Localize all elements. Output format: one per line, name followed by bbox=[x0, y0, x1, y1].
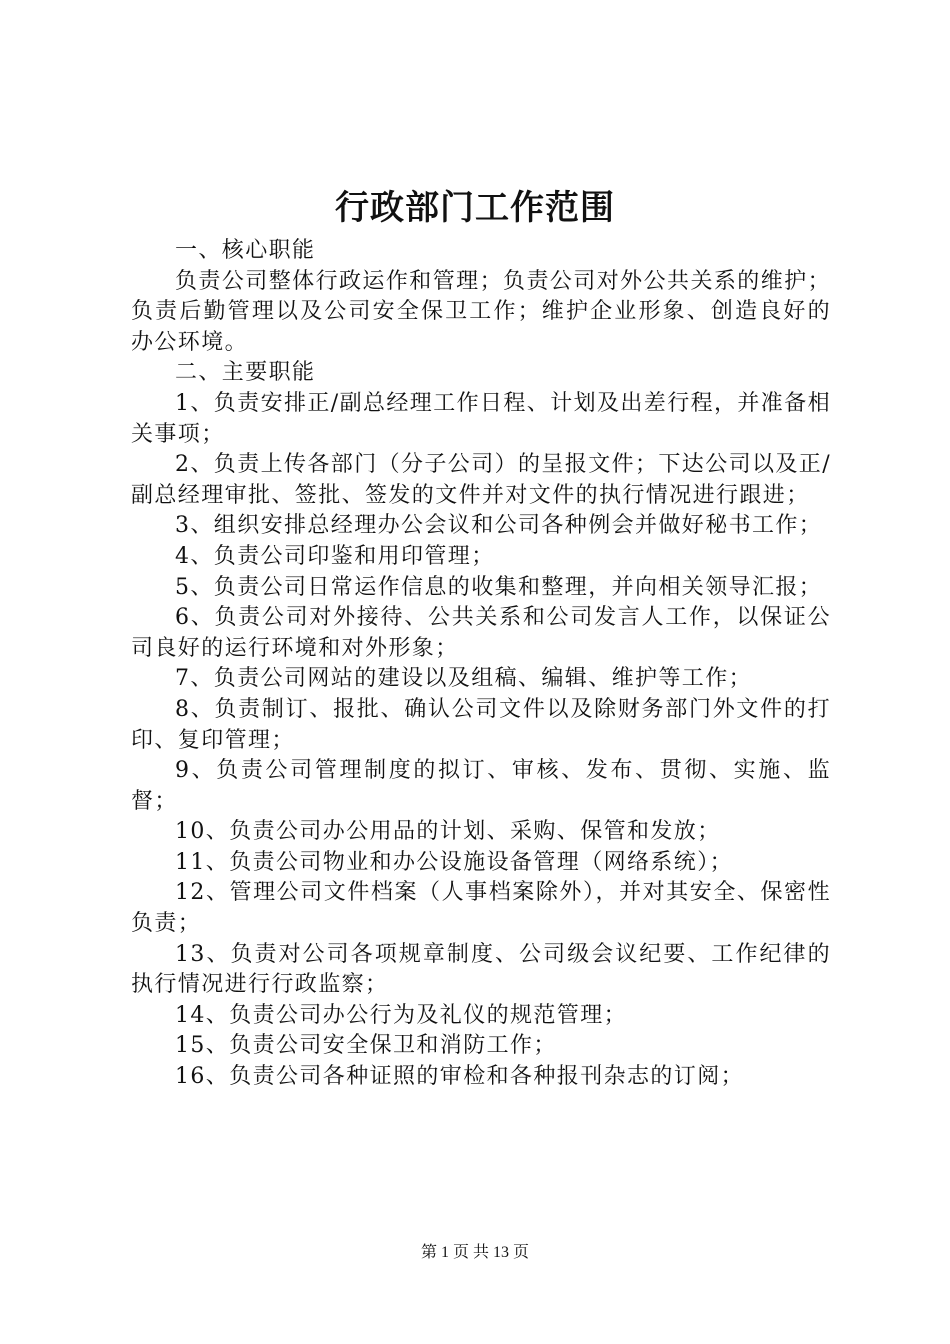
list-item: 9、负责公司管理制度的拟订、审核、发布、贯彻、实施、监督； bbox=[131, 758, 831, 814]
list-item: 5、负责公司日常运作信息的收集和整理，并向相关领导汇报； bbox=[175, 574, 823, 600]
list-item: 16、负责公司各种证照的审检和各种报刊杂志的订阅； bbox=[175, 1064, 744, 1090]
list-item: 13、负责对公司各项规章制度、公司级会议纪要、工作纪律的执行情况进行行政监察； bbox=[131, 941, 831, 998]
document-body bbox=[131, 236, 831, 1093]
list-item: 14、负责公司办公行为及礼仪的规范管理； bbox=[175, 1002, 627, 1028]
document-title: 行政部门工作范围 bbox=[335, 188, 615, 228]
list-item: 10、负责公司办公用品的计划、采购、保管和发放； bbox=[175, 819, 721, 845]
paragraph: 负责公司整体行政运作和管理；负责公司对外公共关系的维护；负责后勤管理以及公司安全保卫工作；维护企业形象、创造良好的办公环境。 bbox=[131, 268, 831, 355]
section-heading: 二、主要职能 bbox=[175, 360, 316, 386]
list-item: 15、负责公司安全保卫和消防工作； bbox=[175, 1033, 557, 1059]
list-item: 12、管理公司文件档案（人事档案除外），并对其安全、保密性负责； bbox=[131, 880, 831, 937]
list-item: 4、负责公司印鉴和用印管理； bbox=[175, 543, 495, 569]
list-item: 11、负责公司物业和办公设施设备管理（网络系统）； bbox=[175, 849, 733, 875]
list-item: 7、负责公司网站的建设以及组稿、编辑、维护等工作； bbox=[175, 666, 752, 692]
list-item: 8、负责制订、报批、确认公司文件以及除财务部门外文件的打印、复印管理； bbox=[131, 696, 831, 753]
list-item: 1、负责安排正/副总经理工作日程、计划及出差行程，并准备相关事项； bbox=[131, 390, 832, 447]
list-item: 6、负责公司对外接待、公共关系和公司发言人工作，以保证公司良好的运行环境和对外形象； bbox=[131, 605, 831, 661]
page-number-footer: 第 1 页 共 13 页 bbox=[420, 1244, 529, 1261]
section-heading: 一、核心职能 bbox=[175, 238, 316, 263]
list-item: 2、负责上传各部门（分子公司）的呈报文件；下达公司以及正/副总经理审批、签批、签发的文件并对文件的执行情况进行跟进； bbox=[131, 452, 832, 508]
list-item: 3、组织安排总经理办公会议和公司各种例会并做好秘书工作； bbox=[175, 513, 823, 539]
